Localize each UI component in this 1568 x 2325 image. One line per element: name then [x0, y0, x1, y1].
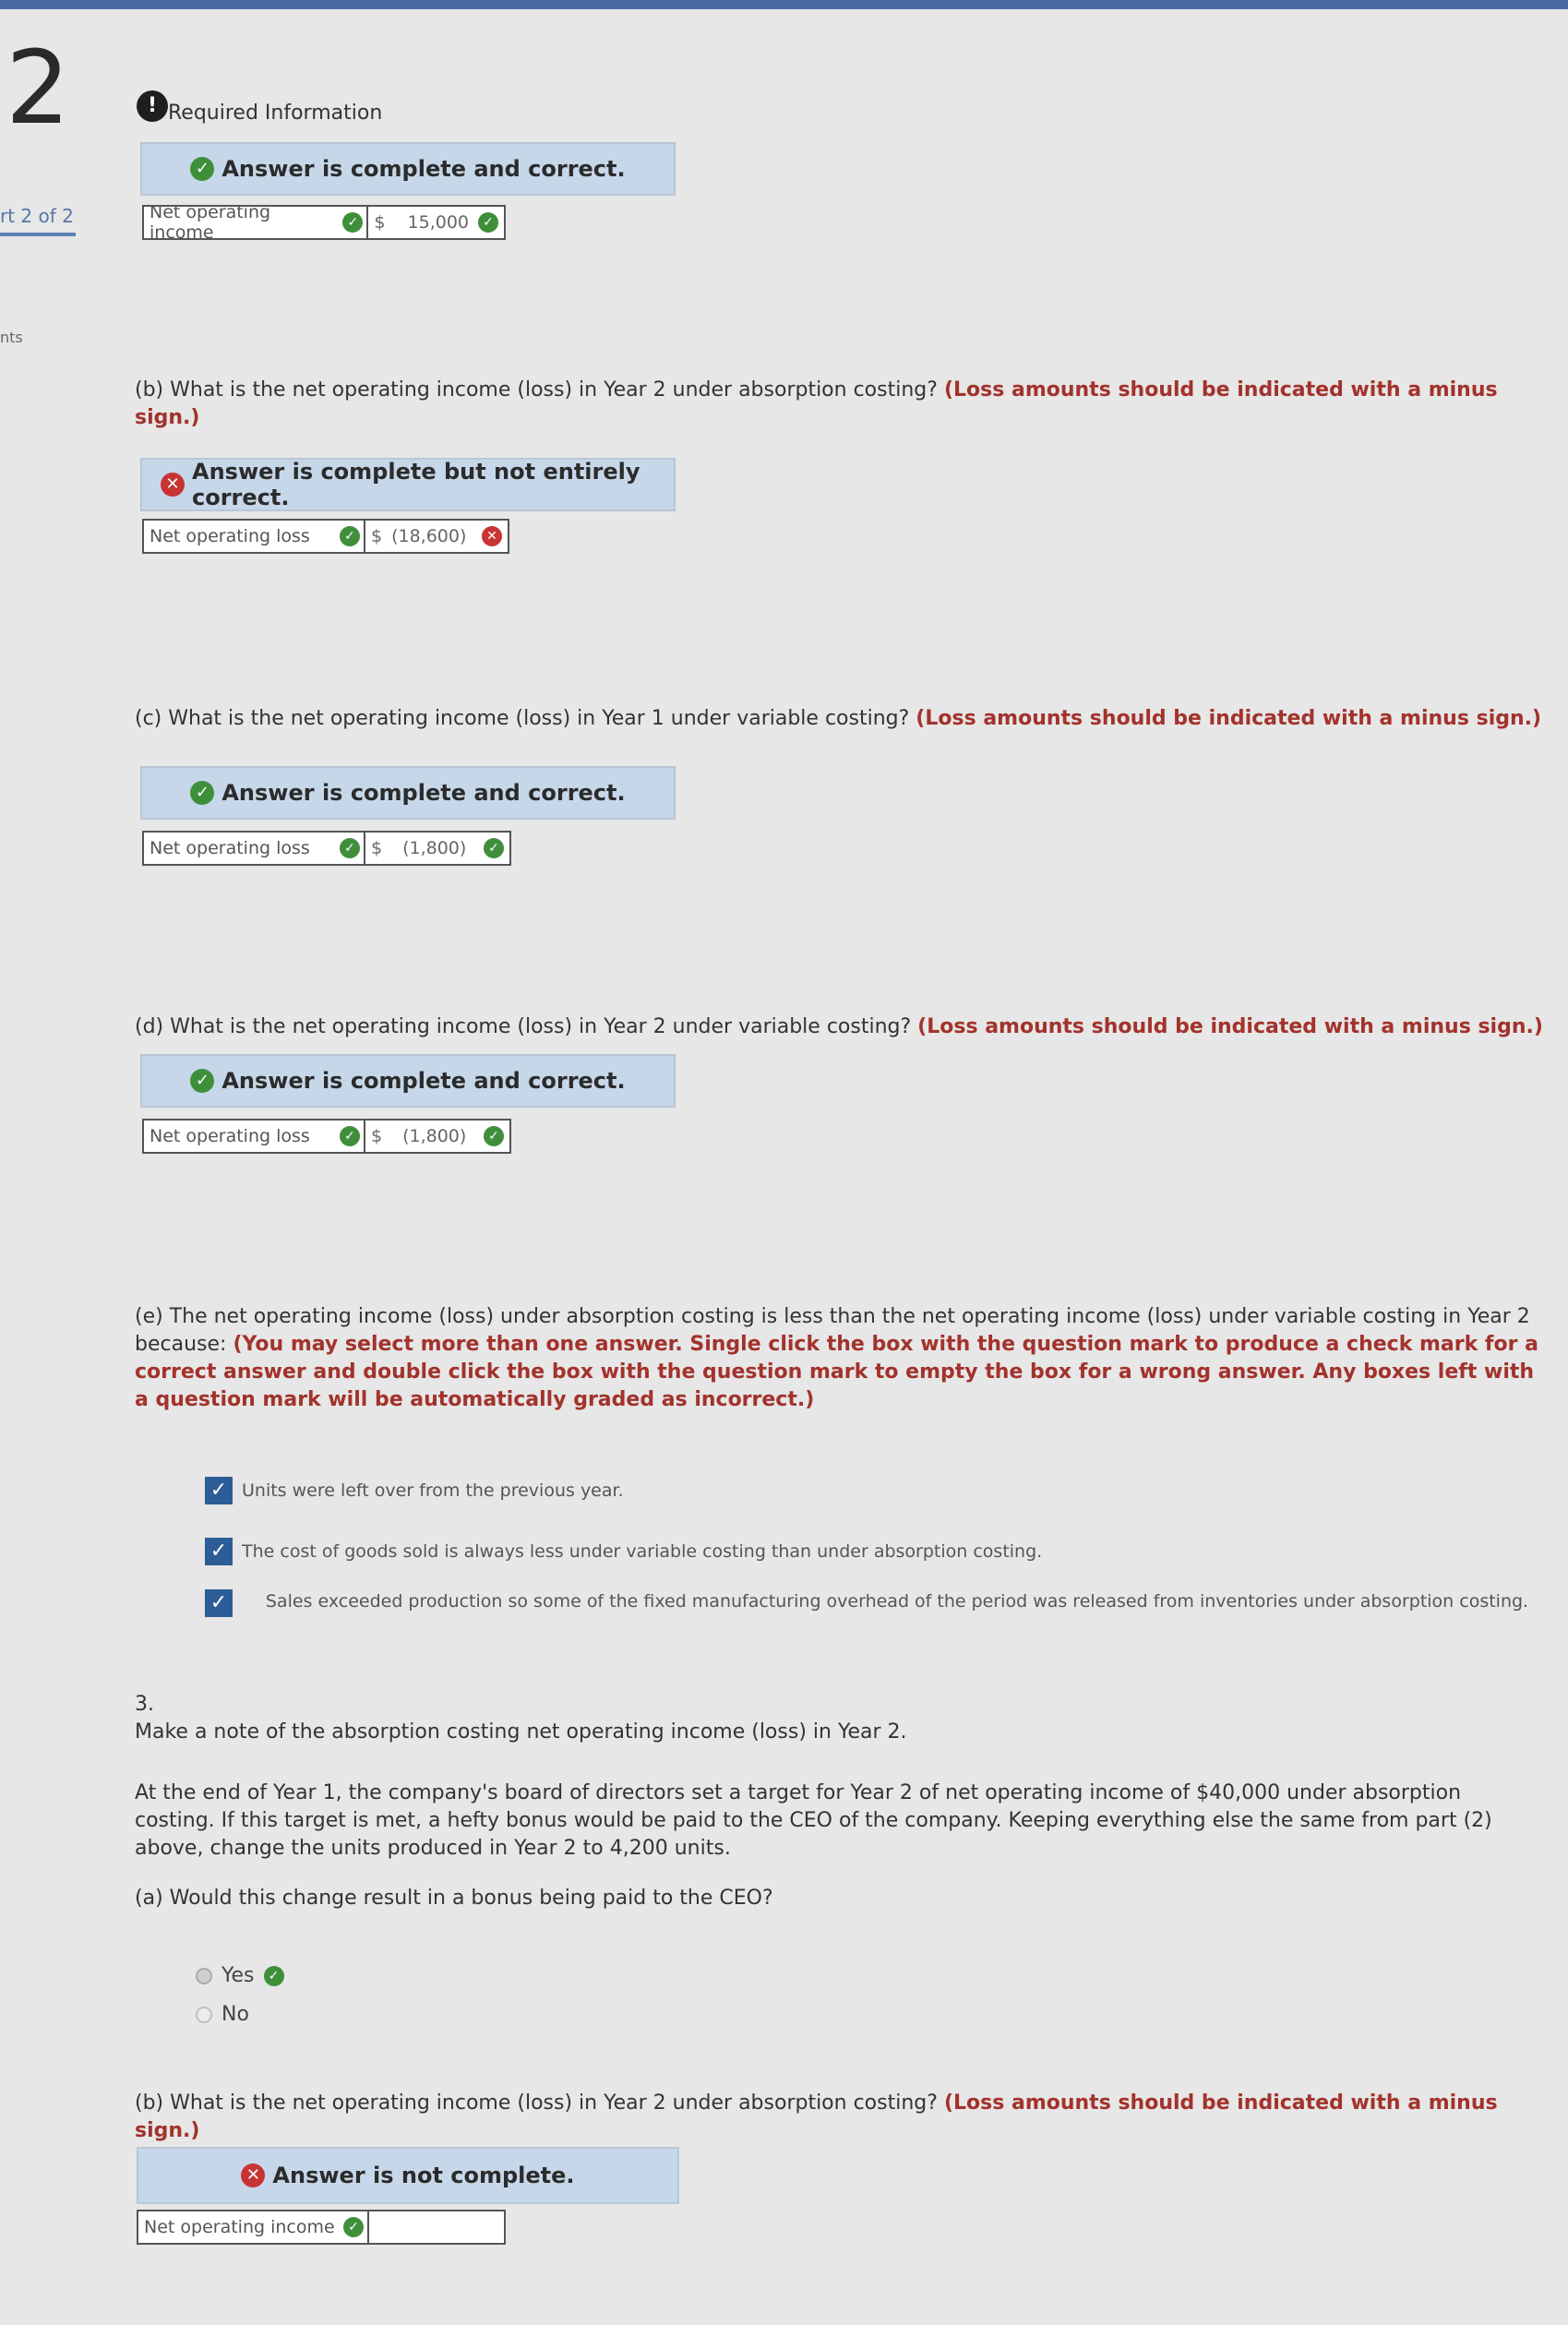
part3-question-a: (a) Would this change result in a bonus being paid to the CEO?: [135, 1887, 773, 1910]
label-check: [343, 2211, 367, 2243]
check-circle-icon: ✓: [484, 838, 504, 858]
info-icon: !: [137, 90, 168, 122]
answer-value[interactable]: $ (1,800) ✓: [364, 1121, 509, 1152]
radio-selected-icon[interactable]: [196, 1968, 212, 1984]
checkbox-checked-icon[interactable]: ✓: [205, 1477, 233, 1504]
x-circle-icon: ✕: [241, 2163, 265, 2187]
checkbox-checked-icon[interactable]: ✓: [205, 1589, 233, 1617]
banner-text: Answer is not complete.: [272, 2163, 575, 2188]
x-circle-icon: ✕: [482, 526, 502, 546]
checkbox-option-1[interactable]: [205, 1477, 624, 1504]
checkbox-option-2[interactable]: [205, 1538, 1042, 1565]
points-label: nts: [0, 329, 23, 346]
banner-text: Answer is complete and correct.: [221, 780, 626, 806]
answer-value[interactable]: $ (18,600) ✕: [364, 521, 508, 552]
check-circle-icon: ✓: [190, 781, 214, 805]
part-indicator-underline: [0, 233, 76, 236]
answer-status-banner-b: [140, 458, 676, 511]
answer-label: Net operating income: [150, 202, 271, 243]
part3-intro: Make a note of the absorption costing net operating income (loss) in Year 2.: [135, 1720, 907, 1744]
answer-row-d: [142, 1119, 511, 1154]
checkbox-checked-icon[interactable]: ✓: [205, 1538, 233, 1565]
check-circle-icon: ✓: [190, 1069, 214, 1093]
check-circle-icon: ✓: [264, 1966, 284, 1986]
part3-scenario: At the end of Year 1, the company's board of directors set a target for Year 2 of net operating income of $40,000 under absorption costing. If this target is met, a hefty bonus would be paid to the CEO of the company. Keeping everything else the same from part (2) above, change the units produced in Year 2 to 4,200 units.: [135, 1781, 1492, 1860]
check-circle-icon: ✓: [340, 1126, 360, 1146]
banner-text: Answer is complete but not entirely correct.: [192, 459, 640, 510]
check-circle-icon: ✓: [484, 1126, 504, 1146]
answer-value[interactable]: $ (1,800) ✓: [364, 833, 509, 864]
radio-option-yes[interactable]: [196, 1964, 284, 1987]
x-circle-icon: ✕: [161, 473, 185, 497]
checkbox-label: Units were left over from the previous year.: [242, 1480, 624, 1501]
answer-status-banner-d: [140, 1054, 676, 1108]
answer-row-b: [142, 519, 509, 554]
radio-option-no[interactable]: [196, 2003, 249, 2026]
radio-label: No: [221, 2003, 249, 2026]
top-bar: [0, 0, 1568, 9]
answer-label: Net operating loss: [150, 838, 310, 858]
answer-row-3b: [137, 2210, 506, 2245]
answer-value[interactable]: $ 15,000 ✓: [366, 207, 504, 238]
answer-row-c: [142, 831, 511, 866]
answer-label: Net operating loss: [150, 1126, 310, 1146]
check-circle-icon: ✓: [340, 838, 360, 858]
answer-status-banner-3b: [137, 2147, 679, 2204]
label-check: [340, 1121, 364, 1152]
answer-input[interactable]: [367, 2211, 504, 2243]
check-circle-icon: ✓: [190, 157, 214, 181]
check-circle-icon: ✓: [343, 2217, 364, 2237]
part3-question-b: (b) What is the net operating income (loss) in Year 2 under absorption costing? (Loss amounts should be indicated with a minus sign.): [135, 2091, 1498, 2142]
question-number: 2: [6, 29, 70, 147]
banner-text: Answer is complete and correct.: [221, 156, 626, 182]
check-circle-icon: ✓: [342, 212, 363, 233]
answer-status-banner-c: [140, 766, 676, 820]
question-e: (e) The net operating income (loss) under absorption costing is less than the net operating income (loss) under variable costing in Year 2 because: (You may select more than one answer. Single click the box with the question mark to produce a check mark for a correct answer and double click the box with the question mark to empty the box for a wrong answer. Any boxes left with a question mark will be automatically graded as incorrect.): [135, 1305, 1538, 1411]
banner-text: Answer is complete and correct.: [221, 1068, 626, 1094]
radio-unselected-icon[interactable]: [196, 2007, 212, 2023]
answer-label: Net operating income: [144, 2217, 335, 2237]
required-information-title[interactable]: Required Information: [168, 102, 383, 125]
label-check: [340, 833, 364, 864]
answer-status-banner-a: [140, 142, 676, 196]
checkbox-label: The cost of goods sold is always less under variable costing than under absorption costing.: [242, 1541, 1043, 1562]
part-indicator[interactable]: rt 2 of 2: [0, 205, 74, 227]
question-c: (c) What is the net operating income (loss) in Year 1 under variable costing? (Loss amounts should be indicated with a minus sign.): [135, 707, 1542, 730]
label-check: [340, 521, 364, 552]
part3-number: 3.: [135, 1693, 154, 1716]
checkbox-option-3[interactable]: [205, 1589, 1552, 1617]
label-check: [342, 207, 366, 238]
question-b: (b) What is the net operating income (loss) in Year 2 under absorption costing? (Loss amounts should be indicated with a minus sign.): [135, 378, 1498, 429]
answer-label: Net operating loss: [150, 526, 310, 546]
check-circle-icon: ✓: [340, 526, 360, 546]
checkbox-label: Sales exceeded production so some of the fixed manufacturing overhead of the period was released from inventories under absorption costing.: [265, 1591, 1529, 1612]
check-circle-icon: ✓: [478, 212, 498, 233]
radio-label: Yes: [221, 1964, 255, 1987]
answer-row-a: [142, 202, 506, 243]
question-d: (d) What is the net operating income (loss) in Year 2 under variable costing? (Loss amounts should be indicated with a minus sign.): [135, 1015, 1543, 1038]
